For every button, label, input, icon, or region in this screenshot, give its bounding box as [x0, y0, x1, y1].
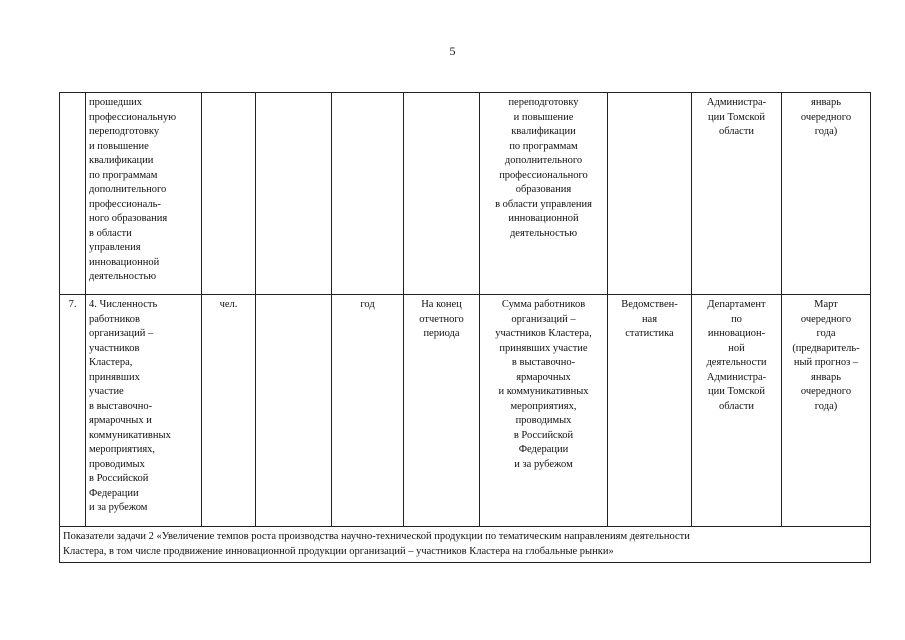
text-line: и повышение [513, 111, 574, 123]
task-heading [60, 527, 871, 563]
text-line: Показатели задачи 2 «Увеличение темпов роста производства научно-технической продукции по тематическим направлениям деятельности [63, 531, 690, 542]
text-line: очередного [800, 111, 852, 123]
text-line: деятельностью [89, 271, 157, 282]
text-line: года) [814, 126, 838, 137]
cell-unit: чел. [202, 295, 256, 527]
cell-period: год [332, 295, 404, 527]
text-line: по программам [509, 140, 578, 152]
text-line: переподготовку [508, 97, 579, 108]
cell-source [608, 93, 692, 295]
text-line: организаций – [511, 313, 576, 325]
text-line: и за рубежом [89, 502, 148, 513]
text-line: статистика [625, 328, 674, 339]
text-line: деятельностью [509, 227, 578, 239]
text-line: Кластера, в том числе продвижение инновационной продукции организаций – участников Кластера на глобальные рынки» [63, 545, 614, 557]
text-line: профессионального [499, 169, 588, 181]
text-line: 4. Численность [89, 299, 158, 310]
cell-indicator [86, 93, 202, 295]
text-line: образования [515, 184, 572, 195]
text-line: ции Томской [708, 386, 765, 397]
text-line: в Российской [89, 473, 149, 484]
text-line: принявших участие [499, 342, 588, 354]
text-line: дополнительного [89, 184, 167, 195]
text-line: в Российской [513, 429, 574, 441]
text-line: коммуникативных [89, 429, 171, 441]
text-line: инновацион- [707, 328, 766, 339]
text-line: ного образования [89, 213, 168, 224]
text-line: квалификации [511, 126, 576, 137]
text-line: ярмарочных [516, 371, 571, 383]
cell-source [608, 295, 692, 527]
text-line: по [731, 313, 742, 325]
text-line: отчетного [419, 313, 464, 325]
cell-deadline [782, 93, 871, 295]
cell-method [480, 93, 608, 295]
text-line: январь [811, 371, 841, 383]
text-line: Администра- [706, 371, 767, 383]
text-line: принявших [89, 371, 140, 383]
text-line: работников [89, 313, 140, 325]
text-line: года [816, 328, 836, 339]
cell-indicator [86, 295, 202, 527]
cell-deadline [782, 295, 871, 527]
task-heading-row [60, 527, 871, 563]
cell-responsible [692, 295, 782, 527]
text-line: в области [89, 227, 132, 239]
text-line: по программам [89, 169, 158, 181]
text-line: организаций – [89, 328, 154, 339]
text-line: (предваритель- [792, 342, 860, 354]
text-line: ная [641, 313, 658, 325]
text-line: Сумма работников [501, 299, 586, 310]
text-line: участие [89, 386, 124, 397]
text-line: проводимых [89, 458, 145, 470]
text-line: квалификации [89, 155, 154, 166]
table-row [60, 93, 871, 295]
text-line: прошедших [89, 97, 143, 108]
cell-base [256, 93, 332, 295]
text-line: инновационной [508, 213, 579, 224]
text-line: Департамент [707, 299, 766, 310]
text-line: области [718, 400, 755, 412]
text-line: ный прогноз – [793, 357, 859, 368]
text-line: года) [814, 400, 838, 412]
text-line: участников Кластера, [495, 328, 592, 339]
text-line: управления [89, 242, 141, 253]
text-line: очередного [800, 386, 852, 397]
text-line: в выставочно- [511, 357, 576, 368]
text-line: инновационной [89, 256, 160, 268]
text-line: ции Томской [708, 111, 765, 123]
cell-unit [202, 93, 256, 295]
text-line: Март [814, 299, 838, 310]
text-line: Администра- [706, 97, 767, 108]
text-line: Федерации [518, 444, 569, 455]
cell-responsible [692, 93, 782, 295]
cell-period [332, 93, 404, 295]
text-line: Ведомствен- [621, 299, 678, 310]
text-line: ярмарочных и [89, 415, 152, 426]
text-line: Кластера, [89, 357, 133, 368]
cell-date [404, 295, 480, 527]
text-line: проводимых [515, 415, 572, 426]
text-line: январь [811, 97, 841, 108]
cell-number: 7. [60, 295, 86, 527]
cell-base [256, 295, 332, 527]
indicators-table [59, 92, 871, 563]
text-line: и коммуникативных [498, 386, 589, 397]
text-line: профессиональную [89, 111, 177, 123]
cell-method [480, 295, 608, 527]
text-line: в области управления [495, 198, 592, 210]
text-line: и повышение [89, 140, 149, 152]
cell-date [404, 93, 480, 295]
text-line: мероприятиях, [510, 400, 577, 412]
text-line: дополнительного [504, 155, 583, 166]
page-number: 5 [449, 44, 456, 58]
text-line: На конец [421, 299, 462, 310]
text-line: мероприятиях, [89, 444, 156, 455]
text-line: в выставочно- [89, 400, 153, 412]
cell-number [60, 93, 86, 295]
text-line: очередного [800, 313, 852, 325]
text-line: переподготовку [89, 126, 160, 137]
text-line: участников [89, 342, 140, 354]
table-row [60, 295, 871, 527]
text-line: периода [423, 328, 460, 339]
text-line: ной [728, 342, 745, 354]
text-line: Федерации [89, 487, 139, 499]
text-line: профессиональ- [89, 198, 161, 210]
text-line: области [718, 126, 755, 137]
text-line: и за рубежом [514, 458, 573, 470]
text-line: деятельности [706, 357, 767, 368]
